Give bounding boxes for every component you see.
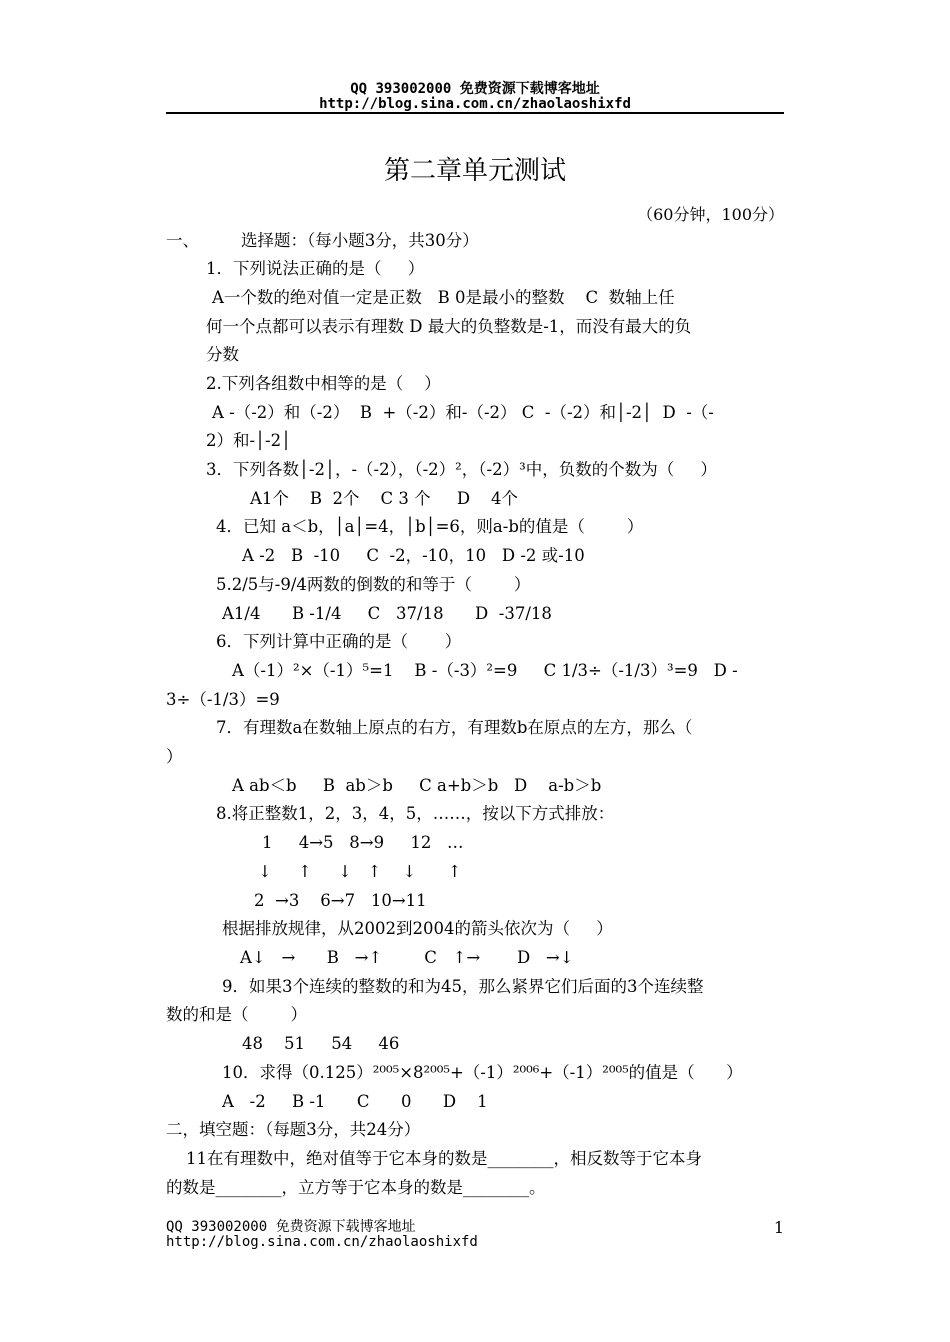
q9-options: 48 51 54 46 <box>242 1034 400 1053</box>
footer-line-1: QQ 393002000 免费资源下载博客地址 <box>166 1219 416 1235</box>
q11-line-2: 的数是________，立方等于它本身的数是________。 <box>166 1178 546 1197</box>
section-1-heading: 一、 选择题：（每小题3分，共30分） <box>166 231 479 250</box>
q4-options: A -2 B -10 C -2，-10，10 D -2 或-10 <box>242 546 585 565</box>
q4-stem: 4．已知 a＜b，│a│=4，│b│=6，则a-b的值是（ ） <box>216 517 644 536</box>
q5-stem: 5.2/5与-9/4两数的倒数的和等于（ ） <box>216 575 531 594</box>
q8-stem: 8.将正整数1，2，3，4，5，……，按以下方式排放： <box>216 804 615 823</box>
q8-options: A↓ → B →↑ C ↑→ D →↓ <box>240 948 574 967</box>
q5-options: A1/4 B -1/4 C 37/18 D -37/18 <box>222 604 552 623</box>
q1-stem: 1．下列说法正确的是（ ） <box>206 259 425 278</box>
page-number: 1 <box>773 1218 784 1237</box>
q7-stem-cont: ） <box>166 747 183 766</box>
q1-options-line-1: A一个数的绝对值一定是正数 B 0是最小的整数 C 数轴上任 <box>212 288 675 307</box>
q10-options: A -2 B -1 C 0 D 1 <box>222 1092 488 1111</box>
q6-options-line-1: A（-1）²×（-1）⁵=1 B -（-3）²=9 C 1/3÷（-1/3）³=9 D - <box>232 661 738 680</box>
q1-options-line-2: 何一个点都可以表示有理数 D 最大的负整数是-1，而没有最大的负 <box>206 317 692 336</box>
footer-line-2: http://blog.sina.com.cn/zhaolaoshixfd <box>166 1234 478 1250</box>
doc-meta: （60分钟，100分） <box>637 205 784 224</box>
q11-line-1: 11在有理数中，绝对值等于它本身的数是________，相反数等于它本身 <box>186 1149 702 1168</box>
q1-options-line-3: 分数 <box>206 345 239 364</box>
q8-pattern-row-2: ↓ ↑ ↓ ↑ ↓ ↑ <box>258 862 462 881</box>
q8-pattern-row-3: 2 →3 6→7 10→11 <box>254 891 427 910</box>
q2-options-line-2: 2）和-│-2│ <box>206 431 292 450</box>
header-line-2: http://blog.sina.com.cn/zhaolaoshixfd <box>319 96 631 112</box>
q2-stem: 2.下列各组数中相等的是（ ） <box>206 374 441 393</box>
q3-stem: 3．下列各数│-2│，-（-2），（-2）²，（-2）³中，负数的个数为（ ） <box>206 460 717 479</box>
q6-options-line-2: 3÷（-1/3）=9 <box>166 690 280 709</box>
q8-question: 根据排放规律，从2002到2004的箭头依次为（ ） <box>222 919 613 938</box>
header-line-1: QQ 393002000 免费资源下载博客地址 <box>350 81 600 97</box>
header-rule <box>166 112 784 114</box>
q10-stem: 10．求得（0.125）²⁰⁰⁵×8²⁰⁰⁵+（-1）²⁰⁰⁶+（-1）²⁰⁰⁵的值是（ ） <box>222 1063 743 1082</box>
q9-stem: 9．如果3个连续的整数的和为45，那么紧界它们后面的3个连续整 <box>222 977 704 996</box>
q2-options-line-1: A -（-2）和（-2） B +（-2）和-（-2） C -（-2）和│-2│ D -（- <box>212 403 714 422</box>
doc-title: 第二章单元测试 <box>383 156 566 186</box>
section-2-heading: 二，填空题：（每题3分，共24分） <box>166 1120 421 1139</box>
q3-options: A1个 B 2个 C 3 个 D 4个 <box>250 489 519 508</box>
q6-stem: 6．下列计算中正确的是（ ） <box>216 632 462 651</box>
q7-stem: 7．有理数a在数轴上原点的右方，有理数b在原点的左方，那么（ <box>216 718 693 737</box>
q7-options: A ab＜b B ab＞b C a+b＞b D a-b＞b <box>232 776 602 795</box>
q9-stem-cont: 数的和是（ ） <box>166 1005 307 1024</box>
q8-pattern-row-1: 1 4→5 8→9 12 … <box>262 833 464 852</box>
